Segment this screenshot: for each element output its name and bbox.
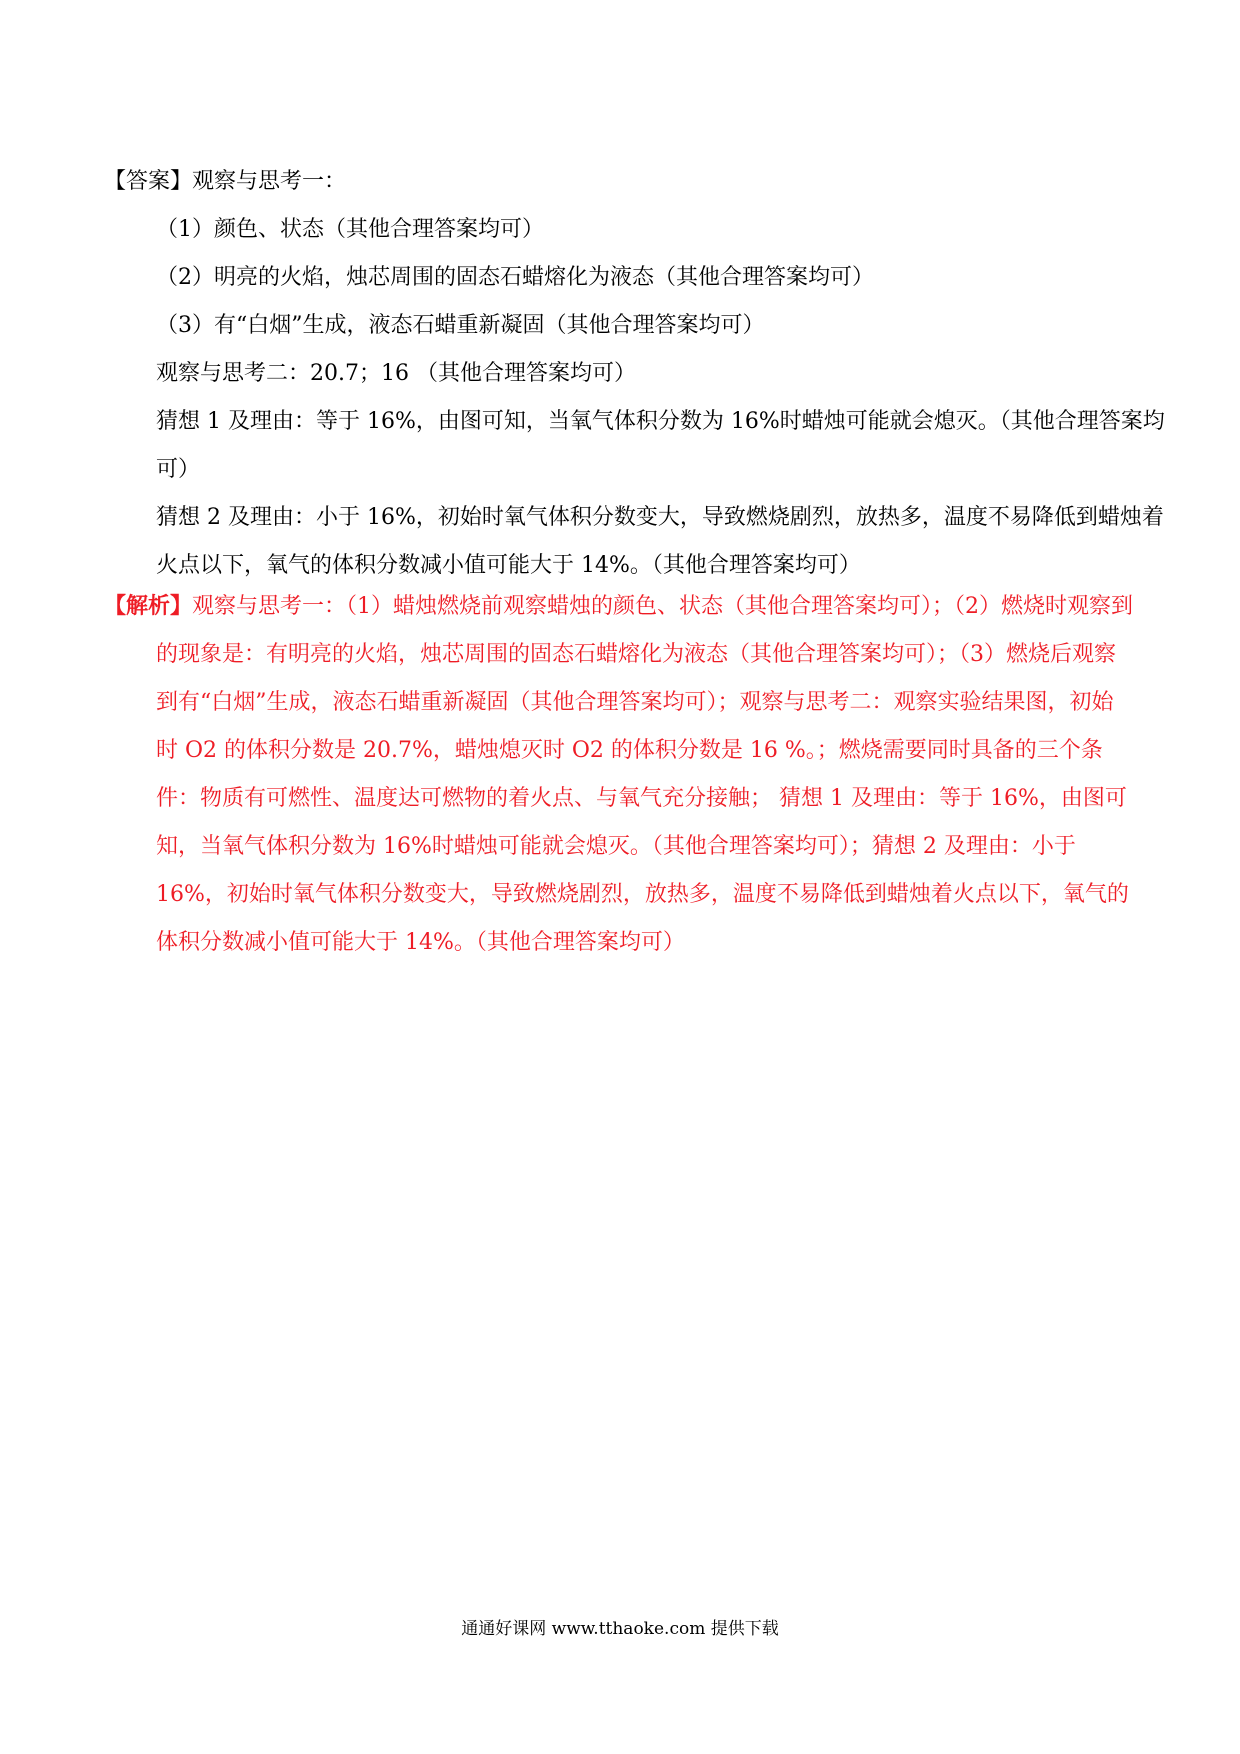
answer-guess-1-line-2: 可） <box>156 457 201 482</box>
answer-section <box>104 158 1165 590</box>
answer-item-3: （3）有“白烟”生成，液态石蜡重新凝固（其他合理答案均可） <box>156 313 765 338</box>
analysis-section <box>104 582 1134 967</box>
analysis-body: 观察与思考一：（1）蜡烛燃烧前观察蜡烛的颜色、状态（其他合理答案均可）；（2）燃烧时观察到的现象是：有明亮的火焰，烛芯周围的固态石蜡熔化为液态（其他合理答案均可）；（3）燃烧后观察到有“白烟”生成，液态石蜡重新凝固（其他合理答案均可）；观察与思考二：观察实验结果图，初始时 O2 的体积分数是 20.7%，蜡烛熄灭时 O2 的体积分数是 16 %。；燃烧需要同时具备的三个条件：物质有可燃性、温度达可燃物的着火点、与氧气充分接触； 猜想 1 及理由：等于 16%，由图可知，当氧气体积分数为 16%时蜡烛可能就会熄灭。（其他合理答案均可）；猜想 2 及理由：小于 16%，初始时氧气体积分数变大，导致燃烧剧烈，放热多，温度不易降低到蜡烛着火点以下，氧气的体积分数减小值可能大于 14%。（其他合理答案均可） <box>156 594 1134 955</box>
answer-guess-1-line-1: 猜想 1 及理由：等于 16%，由图可知，当氧气体积分数为 16%时蜡烛可能就会熄灭。（其他合理答案均 <box>156 409 1165 434</box>
analysis-heading: 【解析】 <box>104 593 193 619</box>
analysis-paragraph <box>104 582 1134 967</box>
answer-item-2: （2）明亮的火焰，烛芯周围的固态石蜡熔化为液态（其他合理答案均可） <box>156 265 874 290</box>
answer-item-1: （1）颜色、状态（其他合理答案均可） <box>156 217 544 242</box>
answer-guess-2-line-1: 猜想 2 及理由：小于 16%，初始时氧气体积分数变大，导致燃烧剧烈，放热多，温度不易降低到蜡烛着 <box>156 505 1164 530</box>
answer-observe-2: 观察与思考二：20.7；16 （其他合理答案均可） <box>156 361 636 386</box>
answer-guess-2-line-2: 火点以下，氧气的体积分数减小值可能大于 14%。（其他合理答案均可） <box>156 553 861 578</box>
answer-heading: 【答案】观察与思考一： <box>104 169 347 194</box>
page-footer: 通通好课网 www.tthaoke.com 提供下载 <box>461 1619 779 1639</box>
